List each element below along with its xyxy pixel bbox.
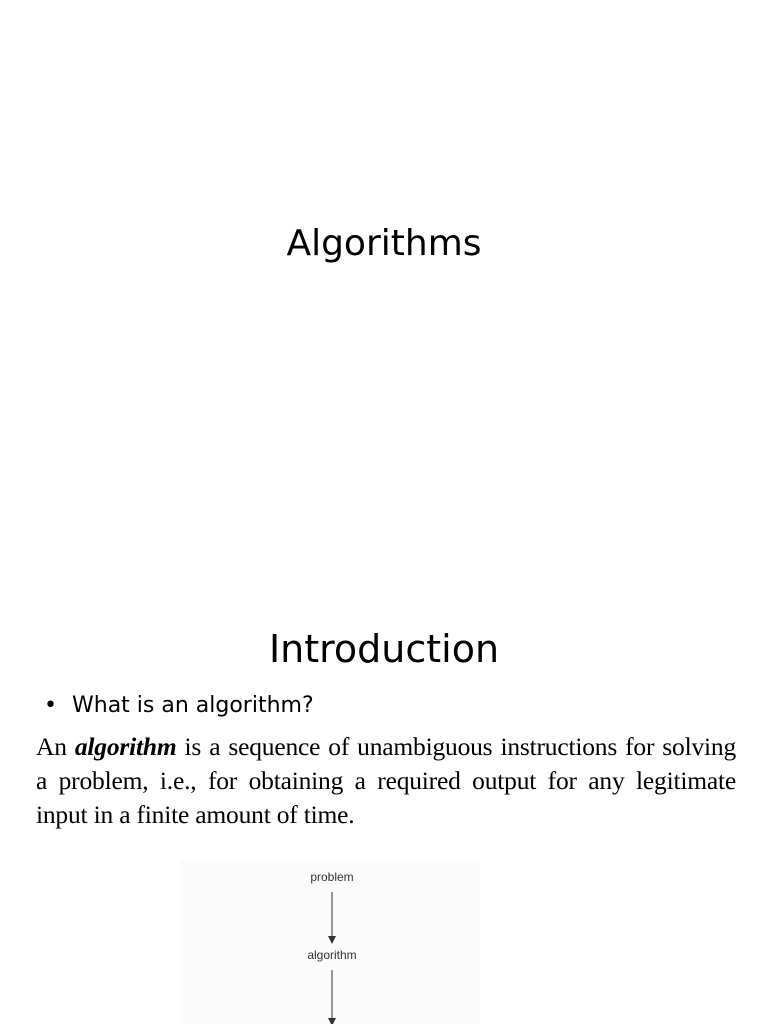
bullet-item [44,690,314,722]
bullet-icon: • [44,693,57,718]
slide-title-heading: Algorithms [286,223,482,264]
algorithm-definition [36,730,736,832]
definition-term: algorithm [74,732,177,761]
diagram-label-problem: problem [310,870,354,884]
definition-suffix: is a sequence of unambiguous instructions for solving a problem, i.e., for obtaining a required output for any legitimate input in a finite amount of time. [36,732,736,829]
slide-introduction [0,578,768,1024]
slide-introduction-heading: Introduction [268,627,500,671]
algorithm-diagram [180,860,480,1024]
bullet-text: What is an algorithm? [72,693,314,718]
arrow-down-icon [328,970,336,1024]
diagram-label-algorithm: algorithm [307,948,357,962]
definition-prefix: An [36,732,75,761]
arrow-down-icon [328,892,336,944]
diagram-arrows [180,860,480,1024]
